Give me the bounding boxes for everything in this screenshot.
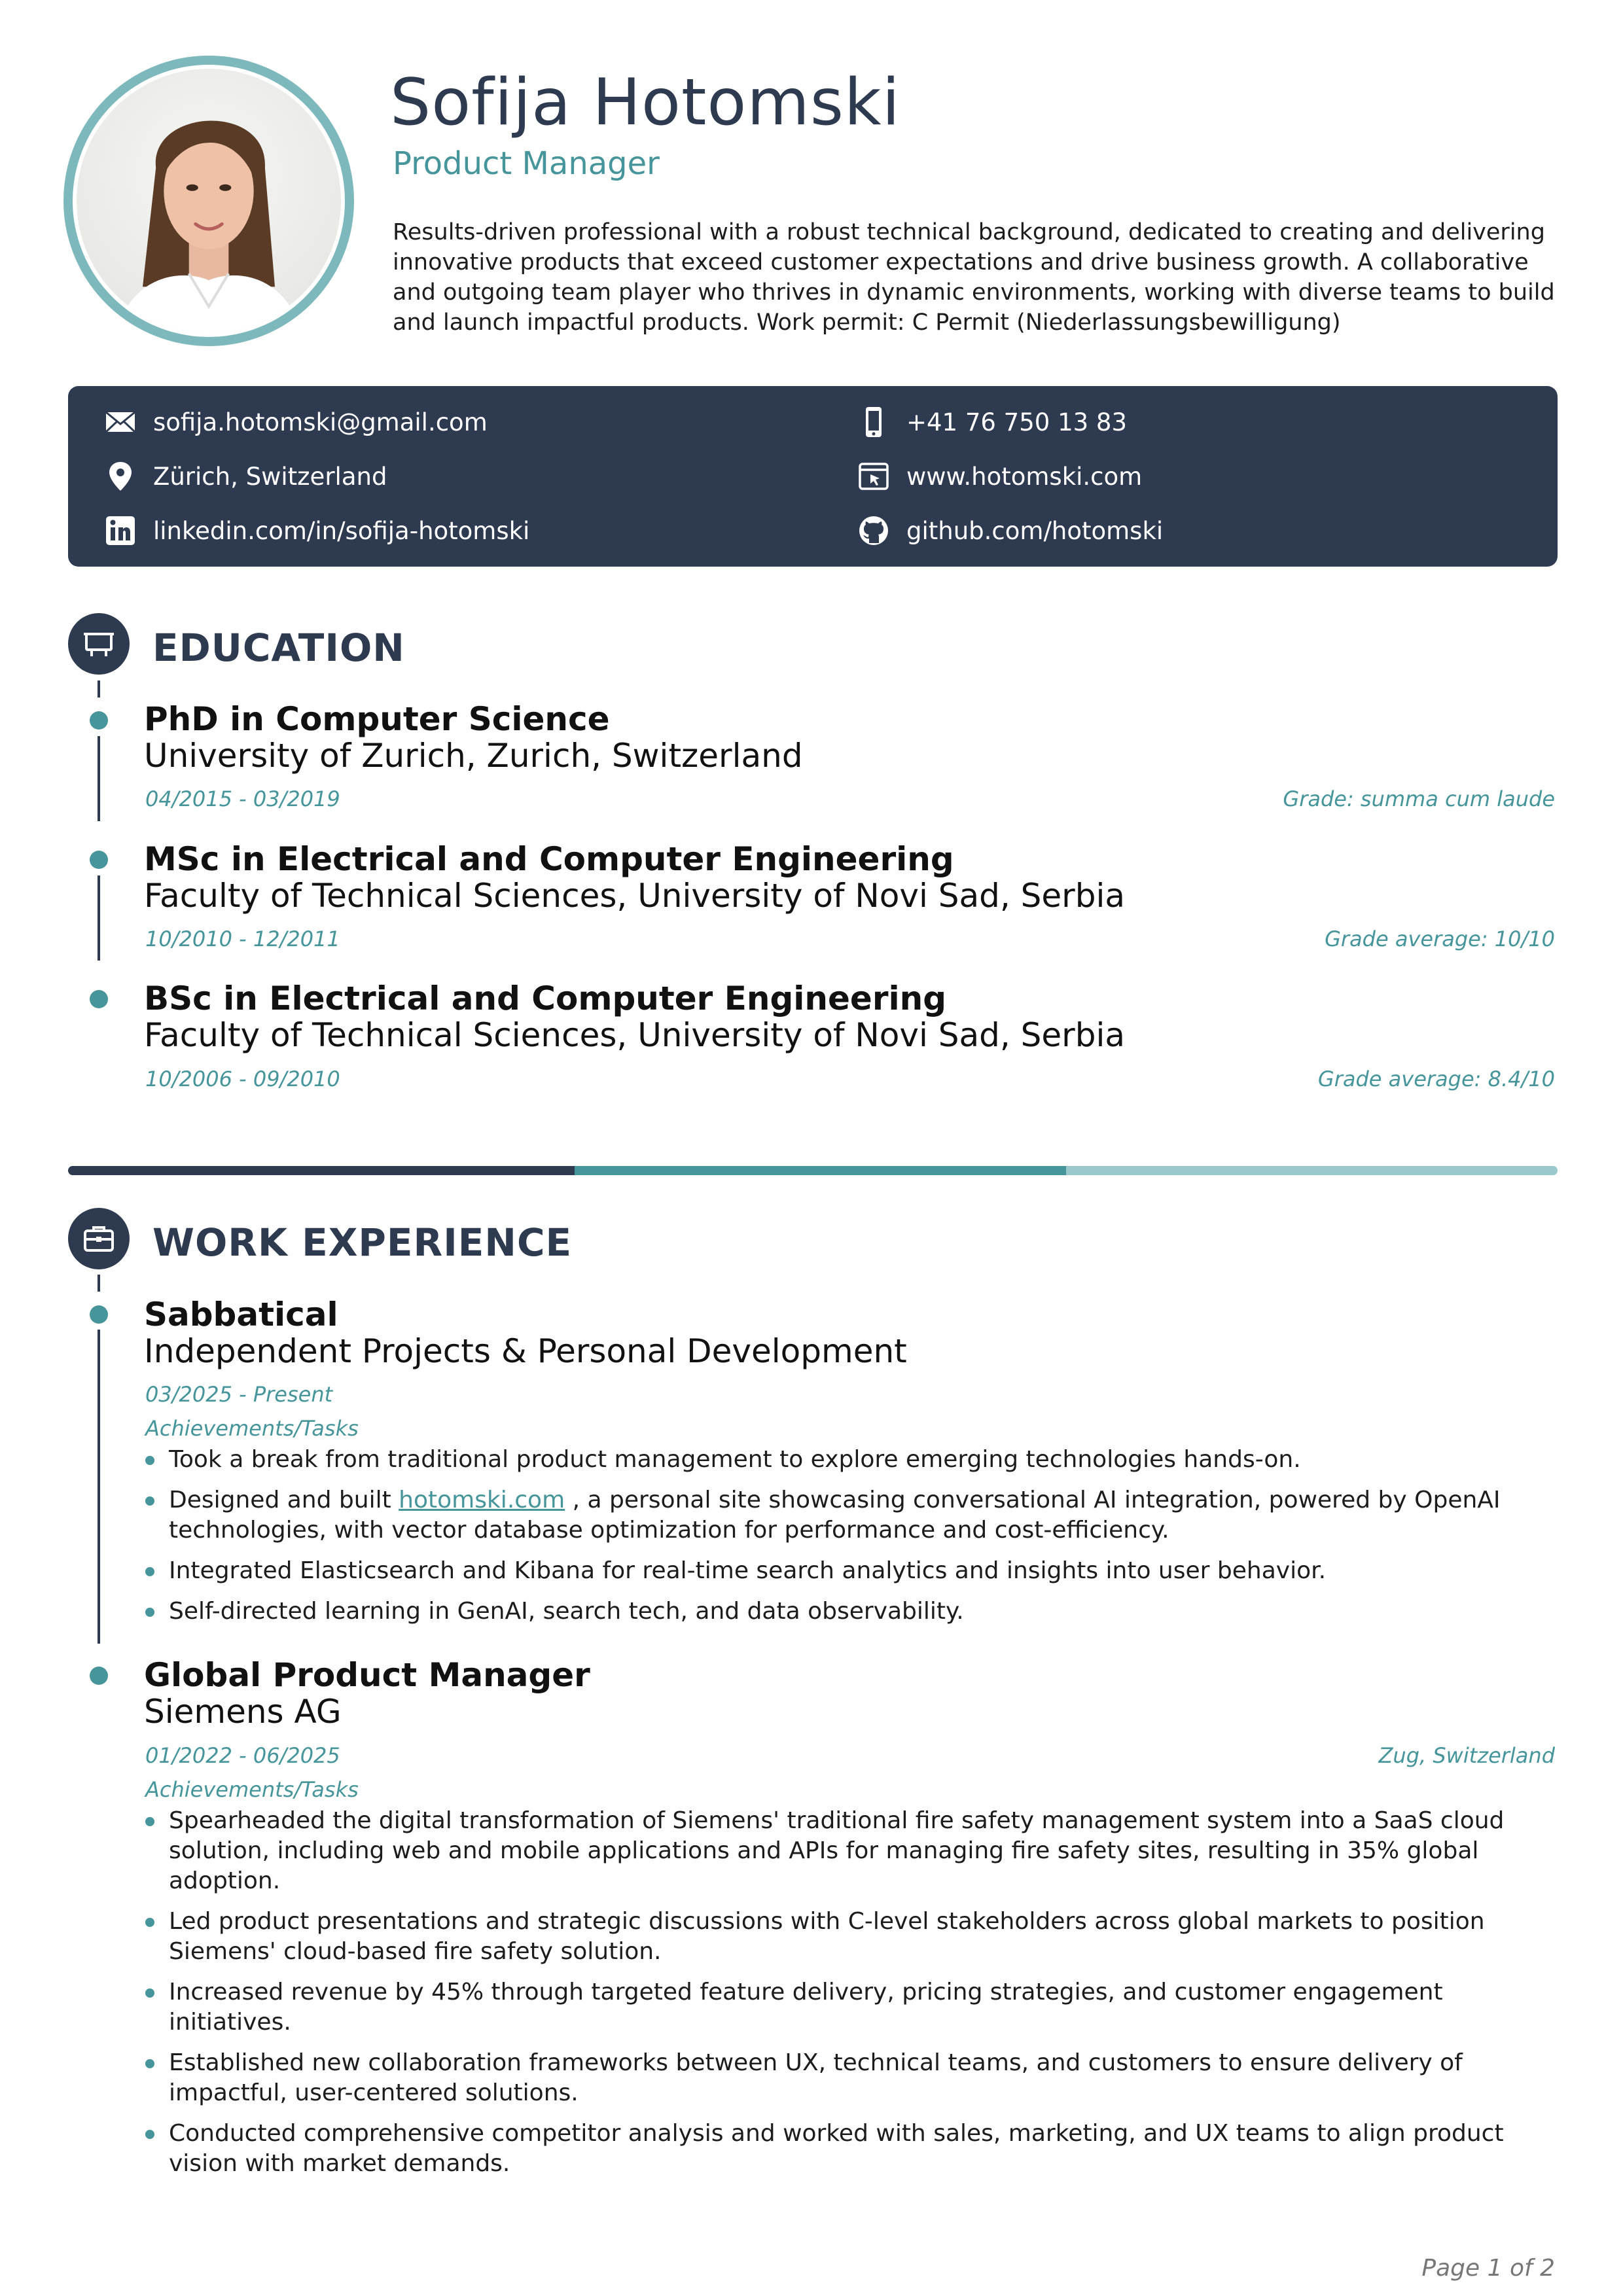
education-heading: EDUCATION: [152, 626, 405, 670]
browser-icon: [857, 459, 891, 493]
website-text: www.hotomski.com: [906, 462, 1143, 491]
location-text: Zürich, Switzerland: [153, 462, 387, 491]
timeline-dot: [90, 851, 108, 869]
contact-phone[interactable]: [857, 404, 1127, 440]
linkedin-icon: [103, 514, 137, 548]
timeline-dot: [90, 711, 108, 730]
school-name: University of Zurich, Zurich, Switzerland: [144, 737, 803, 775]
organization-name: Independent Projects & Personal Development: [144, 1332, 907, 1370]
list-item: Designed and built hotomski.com , a personal site showcasing conversational AI integration, powered by OpenAI technologies, with vector database optimization for performance and cost-efficiency.: [145, 1485, 1559, 1545]
education-section-icon: [68, 613, 130, 675]
job-title: Product Manager: [393, 145, 660, 182]
map-pin-icon: [103, 459, 137, 493]
list-item: Spearheaded the digital transformation of Siemens' traditional fire safety management system into a SaaS cloud solution, including web and mobile applications and APIs for managing fire safety sites, resulting in 35% global adoption.: [145, 1806, 1559, 1896]
timeline-dot: [90, 1667, 108, 1685]
mobile-phone-icon: [857, 405, 891, 439]
graduation-cap-icon: [81, 626, 116, 662]
list-item: Conducted comprehensive competitor analysis and worked with sales, marketing, and UX teams to align product vision with market demands.: [145, 2119, 1559, 2179]
hotomski-link[interactable]: hotomski.com: [399, 1487, 565, 1513]
timeline-dot: [90, 1305, 108, 1324]
work-location: Zug, Switzerland: [1378, 1743, 1555, 1768]
school-name: Faculty of Technical Sciences, University of Novi Sad, Serbia: [144, 1016, 1125, 1054]
school-name: Faculty of Technical Sciences, University of Novi Sad, Serbia: [144, 877, 1125, 915]
linkedin-text: linkedin.com/in/sofija-hotomski: [153, 516, 530, 545]
work-dates: 03/2025 - Present: [145, 1382, 333, 1407]
work-dates: 01/2022 - 06/2025: [145, 1743, 340, 1768]
contact-linkedin[interactable]: [103, 513, 529, 548]
profile-photo: [63, 56, 354, 346]
degree-title: PhD in Computer Science: [144, 700, 610, 738]
contact-github[interactable]: [857, 513, 1163, 548]
role-title: Sabbatical: [144, 1296, 338, 1333]
email-text: sofija.hotomski@gmail.com: [153, 408, 488, 436]
timeline-line: [98, 680, 100, 698]
timeline-line: [98, 1275, 100, 1292]
work-heading: WORK EXPERIENCE: [152, 1220, 573, 1265]
achievements-label: Achievements/Tasks: [145, 1416, 359, 1441]
github-text: github.com/hotomski: [906, 516, 1164, 545]
degree-title: MSc in Electrical and Computer Engineering: [144, 840, 954, 878]
achievements-list: [145, 1445, 1559, 1637]
organization-name: Siemens AG: [144, 1693, 342, 1731]
person-name: Sofija Hotomski: [390, 65, 901, 140]
timeline-line: [98, 875, 100, 961]
degree-title: BSc in Electrical and Computer Engineering: [144, 980, 947, 1017]
contact-email[interactable]: [103, 404, 488, 440]
section-divider: [68, 1166, 1558, 1175]
list-item: Increased revenue by 45% through targeted feature delivery, pricing strategies, and customer engagement initiatives.: [145, 1977, 1559, 2038]
achievements-list: [145, 1806, 1559, 2189]
contact-website[interactable]: [857, 459, 1142, 494]
education-dates: 10/2010 - 12/2011: [145, 927, 340, 951]
phone-text: +41 76 750 13 83: [906, 408, 1127, 436]
timeline-line: [98, 736, 100, 821]
role-title: Global Product Manager: [144, 1656, 590, 1694]
achievements-label: Achievements/Tasks: [145, 1777, 359, 1802]
education-grade: Grade: summa cum laude: [1283, 786, 1555, 811]
list-item: Integrated Elasticsearch and Kibana for real-time search analytics and insights into user behavior.: [145, 1556, 1559, 1586]
profile-summary: Results-driven professional with a robust technical background, dedicated to creating and delivering innovative products that exceed customer expectations and drive business growth. A collaborative and outgoing team player who thrives in dynamic environments, working with diverse teams to build and launch impactful products. Work permit: C Permit (Niederlassungsbewilligung): [393, 219, 1555, 336]
list-item: Established new collaboration frameworks between UX, technical teams, and customers to ensure delivery of impactful, user-centered solutions.: [145, 2048, 1559, 2108]
envelope-icon: [103, 405, 137, 439]
timeline-line: [98, 1330, 100, 1644]
list-item: Took a break from traditional product management to explore emerging technologies hands-on.: [145, 1445, 1559, 1475]
timeline-dot: [90, 990, 108, 1008]
education-dates: 04/2015 - 03/2019: [145, 786, 340, 811]
education-dates: 10/2006 - 09/2010: [145, 1067, 340, 1091]
contact-location: [103, 459, 387, 494]
list-item: Self-directed learning in GenAI, search tech, and data observability.: [145, 1597, 1559, 1627]
github-icon: [857, 514, 891, 548]
education-grade: Grade average: 8.4/10: [1317, 1067, 1555, 1091]
work-section-icon: [68, 1208, 130, 1269]
contact-bar: [68, 386, 1558, 567]
education-grade: Grade average: 10/10: [1325, 927, 1555, 951]
portrait-image: [77, 69, 341, 333]
page-number: Page 1 of 2: [1421, 2255, 1555, 2282]
briefcase-icon: [81, 1221, 116, 1256]
list-item: Led product presentations and strategic discussions with C-level stakeholders across global markets to position Siemens' cloud-based fire safety solution.: [145, 1907, 1559, 1967]
